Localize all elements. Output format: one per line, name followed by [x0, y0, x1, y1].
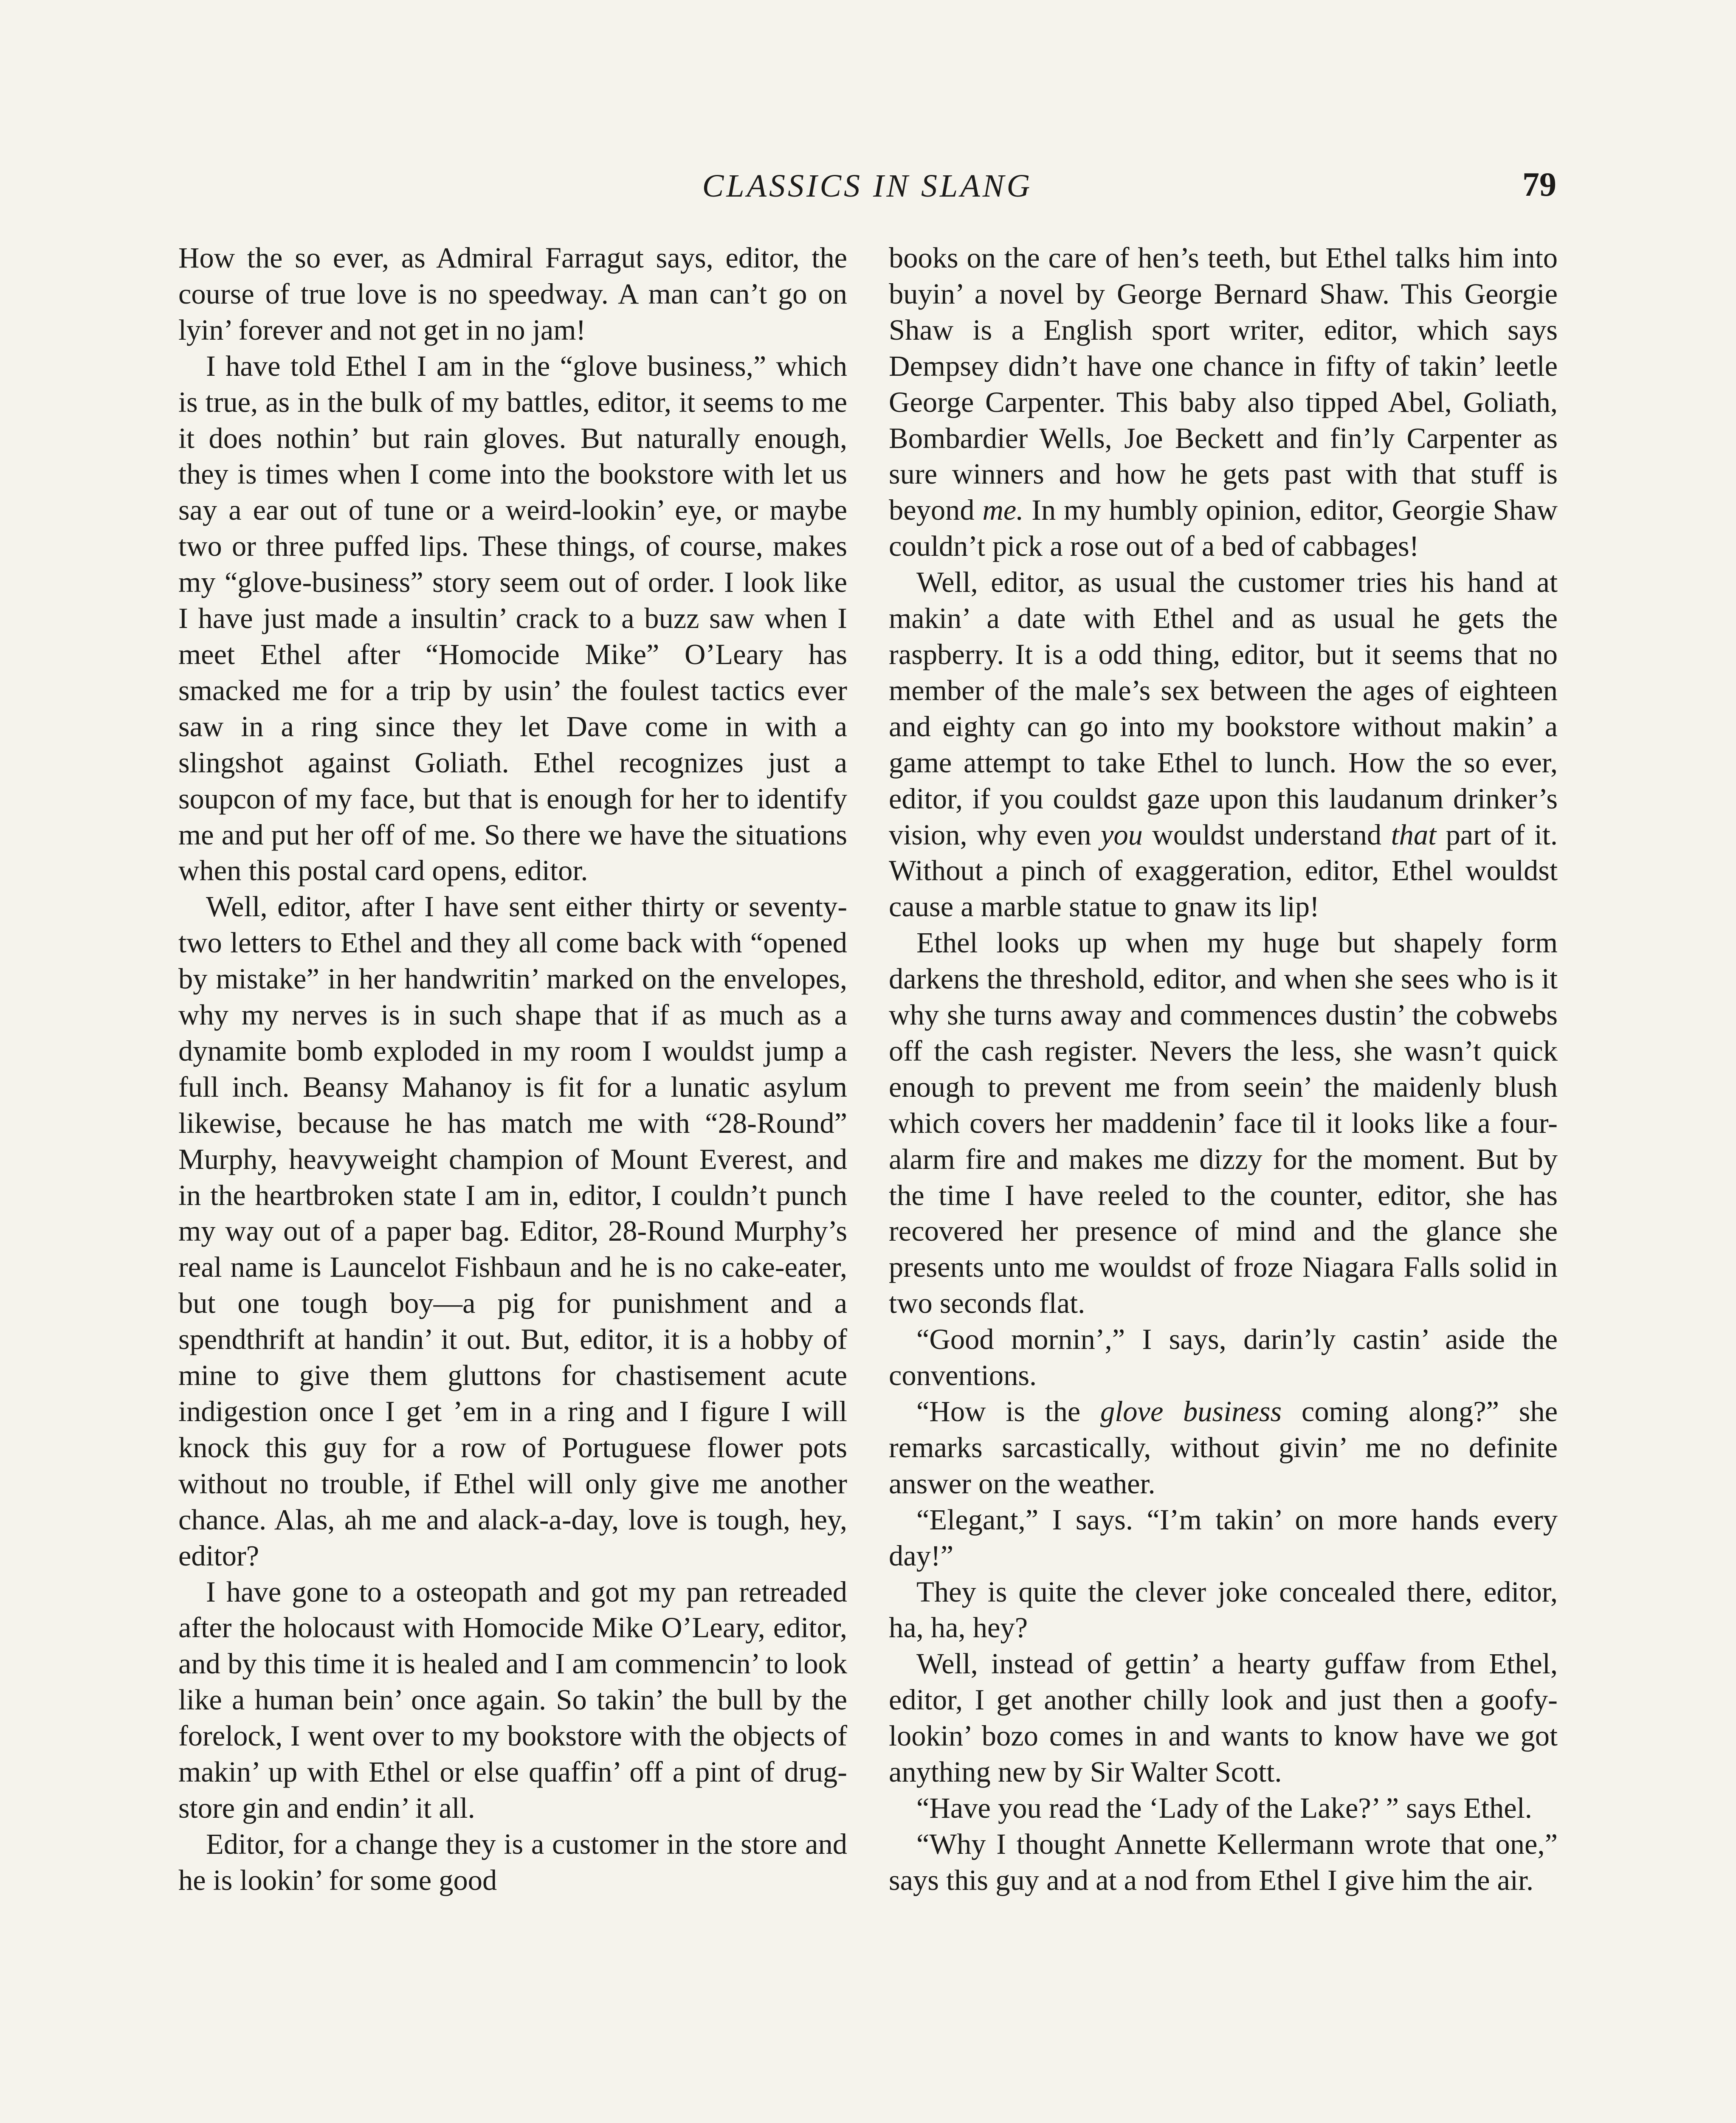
paragraph: [889, 1394, 1558, 1502]
italic-word: that: [1391, 818, 1437, 851]
paragraph: “Elegant,” I says. “I’m takin’ on more hands every day!”: [889, 1503, 1558, 1572]
italic-phrase: glove business: [1100, 1395, 1282, 1428]
page-header: [178, 166, 1556, 221]
text-run: part of it. Without a pinch of exaggeration, editor, Ethel wouldst cause a marble statue to gnaw its lip!: [889, 818, 1558, 923]
paragraph: [889, 564, 1558, 925]
text-run: In my humbly opinion, editor, Georgie Shaw couldn’t pick a rose out of a bed of cabbages!: [889, 494, 1558, 563]
paragraph: How the so ever, as Admiral Farragut says, editor, the course of true love is no speedway. A man can’t go on lyin’ forever and not get in no jam!: [178, 242, 847, 346]
paragraph: “Good mornin’,” I says, darin’ly castin’ aside the conventions.: [889, 1323, 1558, 1392]
text-run: coming along?” she remarks sarcastically, without givin’ me no definite answer on the weather.: [889, 1395, 1558, 1500]
right-column: [889, 240, 1558, 1898]
italic-word: me.: [982, 494, 1024, 527]
paragraph: Editor, for a change they is a customer in the store and he is lookin’ for some good: [178, 1827, 847, 1896]
text-run: wouldst understand: [1142, 818, 1391, 851]
text-run: “How is the: [916, 1395, 1101, 1428]
paragraph: Well, instead of gettin’ a hearty guffaw from Ethel, editor, I get another chilly look and just then a goofy-lookin’ bozo comes in and wants to know have we got anything new by Sir Walter Scott.: [889, 1647, 1558, 1788]
paragraph: [889, 240, 1558, 564]
paragraph: They is quite the clever joke concealed there, editor, ha, ha, hey?: [889, 1575, 1558, 1644]
page-number: 79: [1522, 166, 1556, 203]
paragraph: “Why I thought Annette Kellermann wrote that one,” says this guy and at a nod from Ethel I give him the air.: [889, 1827, 1558, 1896]
paragraph: Ethel looks up when my huge but shapely form darkens the threshold, editor, and when she sees who is it why she turns away and commences dustin’ the cobwebs off the cash register. Nevers the less, she wasn’t quick enough to prevent me from seein’ the maidenly blush which covers her maddenin’ face til it looks like a four-alarm fire and makes me dizzy for the moment. But by the time I have reeled to the counter, editor, she has recovered her presence of mind and the glance she presents unto me wouldst of froze Niagara Falls solid in two seconds flat.: [889, 926, 1558, 1320]
paragraph: “Have you read the ‘Lady of the Lake?’ ” says Ethel.: [916, 1791, 1532, 1824]
italic-word: you: [1101, 818, 1143, 851]
paragraph: Well, editor, after I have sent either thirty or seventy-two letters to Ethel and they all come back with “opened by mistake” in her handwritin’ marked on the envelopes, why my nerves is in such shape that if as much as a dynamite bomb exploded in my room I wouldst jump a full inch. Beansy Mahanoy is fit for a lunatic asylum likewise, because he has match me with “28-Round” Murphy, heavyweight champion of Mount Everest, and in the heartbroken state I am in, editor, I couldn’t punch my way out of a paper bag. Editor, 28-Round Murphy’s real name is Launcelot Fishbaun and he is no cake-eater, but one tough boy—a pig for punishment and a spendthrift at handin’ it out. But, editor, it is a hobby of mine to give them gluttons for chastisement acute indigestion once I get ’em in a ring and I figure I will knock this guy for a row of Portuguese flower pots without no trouble, if Ethel will only give me another chance. Alas, ah me and alack-a-day, love is tough, hey, editor?: [178, 890, 847, 1572]
paragraph: I have gone to a osteopath and got my pan retreaded after the holocaust with Homocide Mike O’Leary, editor, and by this time it is healed and I am commencin’ to look like a human bein’ once again. So takin’ the bull by the forelock, I went over to my bookstore with the objects of makin’ up with Ethel or else quaffin’ off a pint of drug-store gin and endin’ it all.: [178, 1575, 847, 1824]
text-run: books on the care of hen’s teeth, but Ethel talks him into buyin’ a novel by George Bernard Shaw. This Georgie Shaw is a English sport writer, editor, which says Dempsey didn’t have one chance in fifty of takin’ leetle George Carpenter. This baby also tipped Abel, Goliath, Bombardier Wells, Joe Beckett and fin’ly Carpenter as sure winners and how he gets past with that stuff is beyond: [889, 242, 1558, 527]
left-column: [178, 240, 847, 1898]
running-title: CLASSICS IN SLANG: [702, 168, 1033, 204]
text-run: Well, editor, as usual the customer tries his hand at makin’ a date with Ethel and as usual he gets the raspberry. It is a odd thing, editor, but it seems that no member of the male’s sex between the ages of eighteen and eighty can go into my bookstore without makin’ a game attempt to take Ethel to lunch. How the so ever, editor, if you couldst gaze upon this laudanum drinker’s vision, why even: [889, 566, 1558, 851]
paragraph: I have told Ethel I am in the “glove business,” which is true, as in the bulk of my battles, editor, it seems to me it does nothin’ but rain gloves. But naturally enough, they is times when I come into the bookstore with let us say a ear out of tune or a weird-lookin’ eye, or maybe two or three puffed lips. These things, of course, makes my “glove-business” story seem out of order. I look like I have just made a insultin’ crack to a buzz saw when I meet Ethel after “Homocide Mike” O’Leary has smacked me for a trip by usin’ the foulest tactics ever saw in a ring since they let Dave come in with a slingshot against Goliath. Ethel recognizes just a soupcon of my face, but that is enough for her to identify me and put her off of me. So there we have the situations when this postal card opens, editor.: [178, 349, 847, 887]
